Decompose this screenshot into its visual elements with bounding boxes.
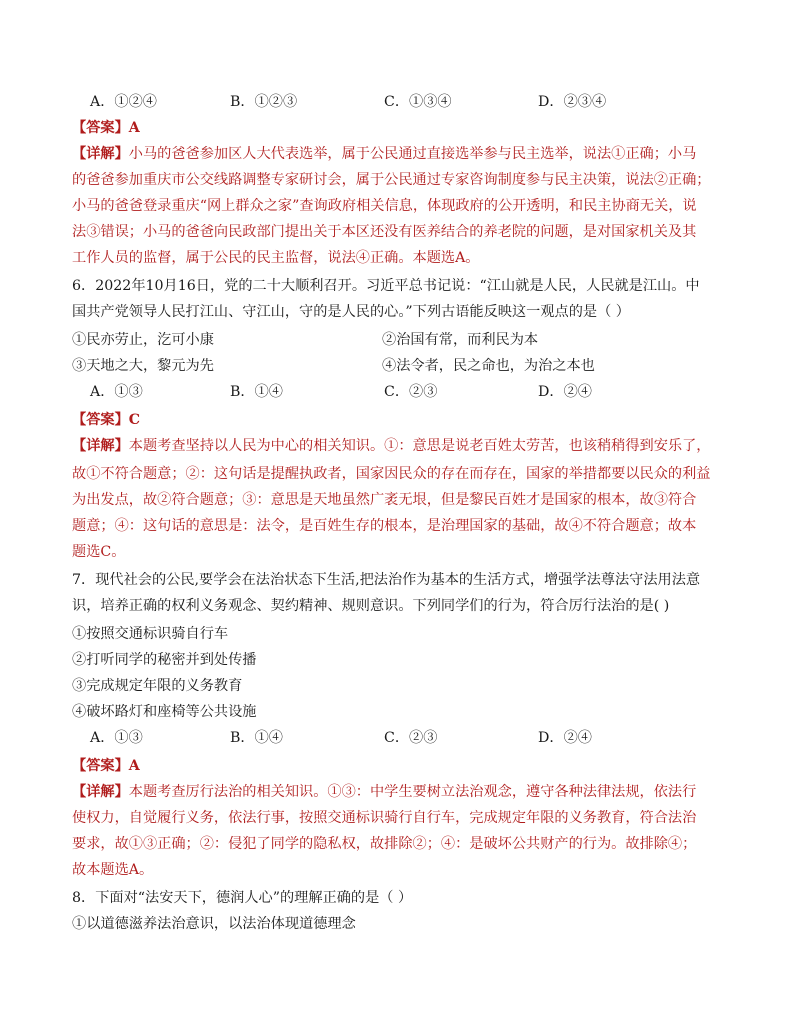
answer-value: C <box>128 412 141 428</box>
q6-detail-line: 为出发点，故②符合题意；③：意思是天地虽然广袤无垠，但是黎民百姓才是国家的根本，故③符合 <box>72 492 697 508</box>
detail-tag: 【详解】 <box>72 784 129 800</box>
q7-stem-line: 7．现代社会的公民,要学会在法治状态下生活,把法治作为基本的生活方式，增强学法尊法守法用法意 <box>72 572 701 588</box>
q6-item-3: ③天地之大，黎元为先 <box>72 358 214 374</box>
q6-stem-line: 6．2022年10月16日，党的二十大顺利召开。习近平总书记说：“江山就是人民，人民就是江山。中 <box>72 278 700 294</box>
detail-text: 本题考查坚持以人民为中心的相关知识。①：意思是说老百姓太劳苦，也该稍稍得到安乐了， <box>128 438 711 454</box>
q7-option-d: D．②④ <box>538 730 592 746</box>
q7-answer <box>72 756 732 776</box>
q6-detail-line: 题选C。 <box>72 544 126 560</box>
q6-detail-line <box>72 436 732 456</box>
answer-value: A <box>128 120 140 136</box>
answer-value: A <box>128 758 140 774</box>
q7-detail-line: 要求，故①③正确；②：侵犯了同学的隐私权，故排除②；④：是破坏公共财产的行为。故排除④； <box>72 836 697 852</box>
answer-tag: 【答案】 <box>72 120 129 136</box>
detail-tag: 【详解】 <box>72 146 129 162</box>
q5-option-a: A．①②④ <box>90 94 157 110</box>
q7-detail-line: 使权力，自觉履行义务，依法行事，按照交通标识骑行自行车，完成规定年限的义务教育，符合法治 <box>72 810 697 826</box>
q6-stem-line: 国共产党领导人民打江山、守江山，守的是人民的心。”下列古语能反映这一观点的是（ ） <box>72 304 630 320</box>
q6-option-c: C．②③ <box>384 384 438 400</box>
q7-option-a: A．①③ <box>90 730 143 746</box>
q5-detail-line: 工作人员的监督，属于公民的民主监督，说法④正确。本题选A。 <box>72 250 480 266</box>
q7-item-4: ④破坏路灯和座椅等公共设施 <box>72 704 257 720</box>
detail-text: 本题考查厉行法治的相关知识。①③：中学生要树立法治观念，遵守各种法律法规，依法行 <box>128 784 697 800</box>
q7-item-1: ①按照交通标识骑自行车 <box>72 626 229 642</box>
q5-option-d: D．②③④ <box>538 94 607 110</box>
q7-item-3: ③完成规定年限的义务教育 <box>72 678 243 694</box>
q6-answer <box>72 410 732 430</box>
q5-option-c: C．①③④ <box>384 94 452 110</box>
answer-tag: 【答案】 <box>72 758 129 774</box>
q8-stem-line: 8．下面对“法安天下，德润人心”的理解正确的是（ ） <box>72 890 413 906</box>
q6-item-4: ④法令者，民之命也，为治之本也 <box>382 358 595 374</box>
q6-option-a: A．①③ <box>90 384 143 400</box>
q7-item-2: ②打听同学的秘密并到处传播 <box>72 652 257 668</box>
q6-detail-line: 故①不符合题意；②：这句话是提醒执政者，国家因民众的存在而存在，国家的举措都要以民众的利益 <box>72 466 711 482</box>
q7-option-b: B．①④ <box>230 730 283 746</box>
q6-item-2: ②治国有常，而利民为本 <box>382 332 539 348</box>
detail-text: 小马的爸爸参加区人大代表选举，属于公民通过直接选举参与民主选举，说法①正确；小马 <box>128 146 697 162</box>
q6-item-1: ①民亦劳止，汔可小康 <box>72 332 214 348</box>
q6-detail-line: 题意；④：这句话的意思是：法令，是百姓生存的根本，是治理国家的基础，故④不符合题意；故本 <box>72 518 697 534</box>
q5-detail-line <box>72 144 732 164</box>
q8-item-1: ①以道德滋养法治意识，以法治体现道德理念 <box>72 916 356 932</box>
q5-option-b: B．①②③ <box>230 94 298 110</box>
answer-tag: 【答案】 <box>72 412 129 428</box>
q5-detail-line: 小马的爸爸登录重庆“网上群众之家”查询政府相关信息，体现政府的公开透明，和民主协商无关，说 <box>72 198 697 214</box>
q7-stem-line: 识，培养正确的权利义务观念、契约精神、规则意识。下列同学们的行为，符合厉行法治的是( ) <box>72 598 670 614</box>
q7-detail-line <box>72 782 732 802</box>
q6-option-b: B．①④ <box>230 384 283 400</box>
detail-tag: 【详解】 <box>72 438 129 454</box>
q7-detail-line: 故本题选A。 <box>72 862 154 878</box>
q5-answer <box>72 118 732 138</box>
q6-option-d: D．②④ <box>538 384 592 400</box>
q5-detail-line: 法③错误；小马的爸爸向民政部门提出关于本区还没有医养结合的养老院的问题，是对国家机关及其 <box>72 224 697 240</box>
q5-detail-line: 的爸爸参加重庆市公交线路调整专家研讨会，属于公民通过专家咨询制度参与民主决策，说法②正确； <box>72 172 711 188</box>
q7-option-c: C．②③ <box>384 730 438 746</box>
